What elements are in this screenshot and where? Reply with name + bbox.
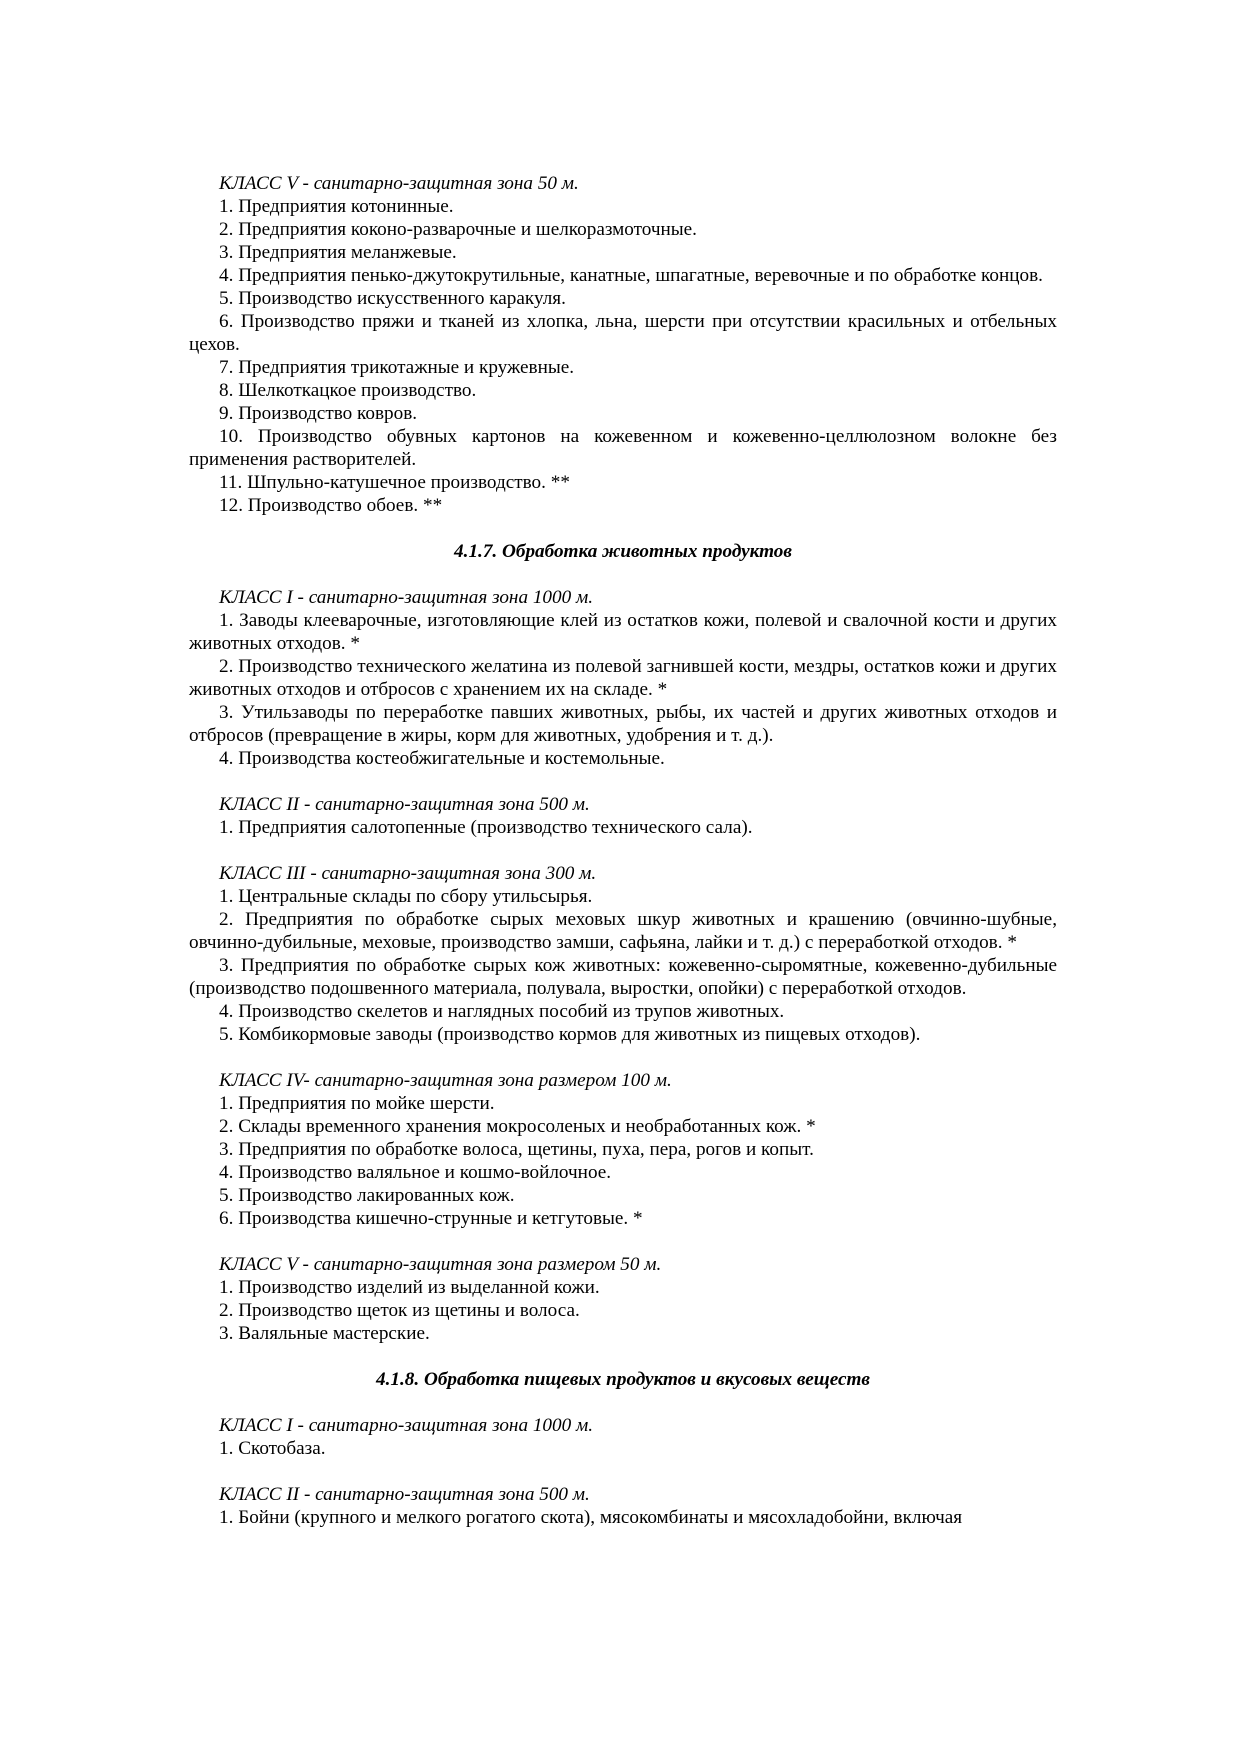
list-item: 2. Предприятия по обработке сырых меховых шкур животных и крашению (овчинно-шубные, овчинно-дубильные, меховые, производство замши, сафьяна, лайки и т. д.) с переработкой отходов. * (189, 909, 1057, 953)
list-item: 4. Производство валяльное и кошмо-войлочное. (219, 1162, 612, 1183)
class-title: КЛАСС III - санитарно-защитная зона 300 м. (219, 863, 597, 884)
class-title: КЛАСС I - санитарно-защитная зона 1000 м. (219, 587, 594, 608)
list-item: 7. Предприятия трикотажные и кружевные. (219, 357, 575, 378)
list-item: 6. Производства кишечно-струнные и кетгутовые. * (219, 1208, 643, 1229)
list-item: 4. Производства костеобжигательные и костемольные. (219, 748, 665, 769)
list-item: 1. Бойни (крупного и мелкого рогатого скота), мясокомбинаты и мясохладобойни, включая (219, 1507, 963, 1528)
list-item: 12. Производство обоев. ** (219, 495, 443, 516)
section-heading: 4.1.7. Обработка животных продуктов (454, 541, 792, 562)
class-title: КЛАСС V - санитарно-защитная зона размером 50 м. (219, 1254, 662, 1275)
list-item: 4. Производство скелетов и наглядных пособий из трупов животных. (219, 1001, 785, 1022)
paragraph-spacer (189, 1230, 1057, 1253)
list-item: 1. Скотобаза. (219, 1438, 326, 1459)
class-title: КЛАСС V - санитарно-защитная зона 50 м. (219, 173, 579, 194)
class-title: КЛАСС II - санитарно-защитная зона 500 м. (219, 1484, 590, 1505)
list-item: 1. Предприятия по мойке шерсти. (219, 1093, 495, 1114)
list-item: 10. Производство обувных картонов на кожевенном и кожевенно-целлюлозном волокне без применения растворителей. (189, 426, 1057, 470)
list-item: 5. Комбикормовые заводы (производство кормов для животных из пищевых отходов). (219, 1024, 921, 1045)
list-item: 1. Предприятия салотопенные (производство технического сала). (219, 817, 753, 838)
list-item: 3. Валяльные мастерские. (219, 1323, 430, 1344)
paragraph-spacer (189, 839, 1057, 862)
list-item: 4. Предприятия пенько-джутокрутильные, канатные, шпагатные, веревочные и по обработке концов. (219, 265, 1043, 286)
class-title: КЛАСС II - санитарно-защитная зона 500 м. (219, 794, 590, 815)
paragraph-spacer (189, 1046, 1057, 1069)
list-item: 2. Производство щеток из щетины и волоса. (219, 1300, 580, 1321)
list-item: 6. Производство пряжи и тканей из хлопка, льна, шерсти при отсутствии красильных и отбельных цехов. (189, 311, 1057, 355)
class-title: КЛАСС I - санитарно-защитная зона 1000 м. (219, 1415, 594, 1436)
class-title: КЛАСС IV- санитарно-защитная зона размером 100 м. (219, 1070, 672, 1091)
list-item: 1. Центральные склады по сбору утильсырья. (219, 886, 593, 907)
list-item: 1. Заводы клееварочные, изготовляющие клей из остатков кожи, полевой и свалочной кости и других животных отходов. * (189, 610, 1057, 654)
list-item: 1. Предприятия котонинные. (219, 196, 454, 217)
paragraph-spacer (189, 1345, 1057, 1368)
list-item: 2. Производство технического желатина из полевой загнившей кости, мездры, остатков кожи и других животных отходов и отбросов с хранением их на складе. * (189, 656, 1057, 700)
list-item: 9. Производство ковров. (219, 403, 418, 424)
paragraph-spacer (189, 770, 1057, 793)
paragraph-spacer (189, 563, 1057, 586)
list-item: 5. Производство лакированных кож. (219, 1185, 515, 1206)
list-item: 3. Предприятия по обработке волоса, щетины, пуха, пера, рогов и копыт. (219, 1139, 814, 1160)
list-item: 3. Предприятия меланжевые. (219, 242, 457, 263)
section-heading: 4.1.8. Обработка пищевых продуктов и вкусовых веществ (376, 1369, 870, 1390)
document-page (189, 172, 1057, 1529)
list-item: 3. Утильзаводы по переработке павших животных, рыбы, их частей и других животных отходов и отбросов (превращение в жиры, корм для животных, удобрения и т. д.). (189, 702, 1057, 746)
list-item: 3. Предприятия по обработке сырых кож животных: кожевенно-сыромятные, кожевенно-дубильные (производство подошвенного материала, полувала, выростки, опойки) с переработкой отходов. (189, 955, 1057, 999)
paragraph-spacer (189, 1460, 1057, 1483)
list-item: 2. Предприятия коконо-разварочные и шелкоразмоточные. (219, 219, 697, 240)
paragraph-spacer (189, 517, 1057, 540)
paragraph-spacer (189, 1391, 1057, 1414)
list-item: 2. Склады временного хранения мокросоленых и необработанных кож. * (219, 1116, 816, 1137)
list-item: 11. Шпульно-катушечное производство. ** (219, 472, 570, 493)
list-item: 8. Шелкоткацкое производство. (219, 380, 477, 401)
list-item: 1. Производство изделий из выделанной кожи. (219, 1277, 600, 1298)
list-item: 5. Производство искусственного каракуля. (219, 288, 566, 309)
